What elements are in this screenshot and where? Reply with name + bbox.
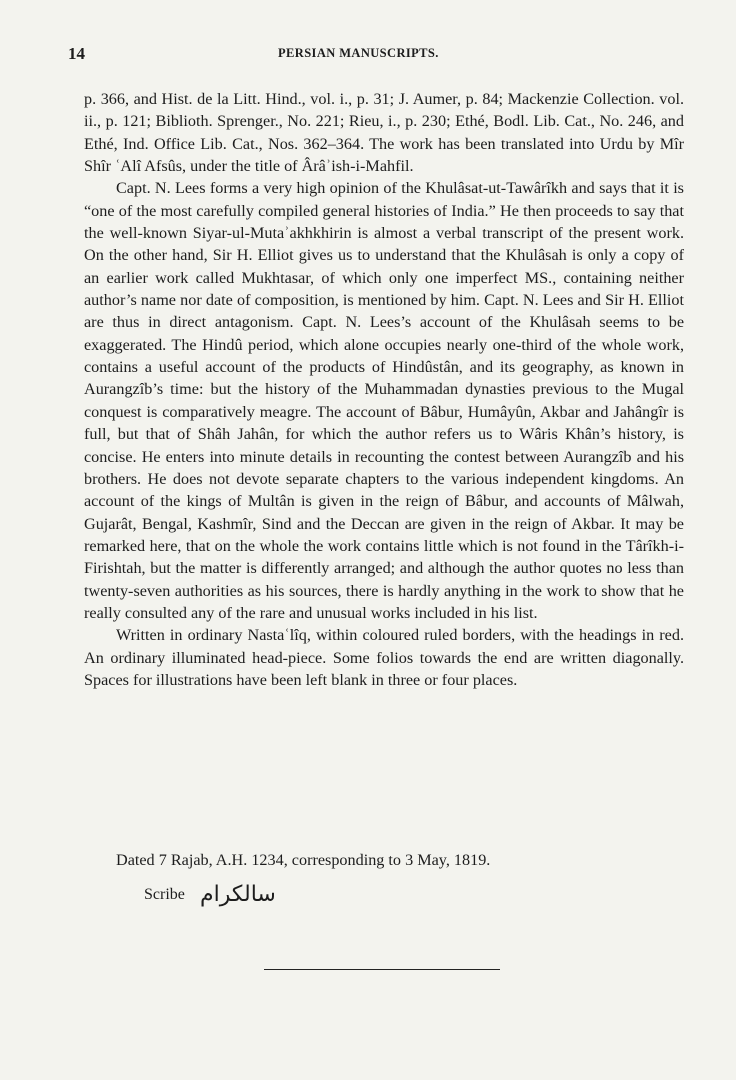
scribe-label: Scribe (144, 886, 185, 903)
page-header (68, 44, 688, 68)
body-text (84, 88, 684, 691)
closing-rule (264, 969, 500, 970)
paragraph-description: Written in ordinary Nastaʿlîq, within coloured ruled borders, with the headings in red. An ordinary illuminated head-piece. Some folios towards the end are written diagonally. Spaces for illustrations have been left blank in three or four places. (84, 626, 684, 689)
date-line: Dated 7 Rajab, A.H. 1234, corresponding to 3 May, 1819. (116, 851, 491, 869)
page-number: 14 (68, 44, 85, 63)
running-head: PERSIAN MANUSCRIPTS. (278, 46, 439, 60)
paragraph-assessment: Capt. N. Lees forms a very high opinion of the Khulâsat-ut-Tawârîkh and says that it is “one of the most carefully compiled general histories of India.” He then proceeds to say that the well-known Siyar-ul-Mutaʾakhkhirin is almost a verbal transcript of the present work. On the other hand, Sir H. Elliot gives us to understand that the Khulâsah is only a copy of an earlier work called Mukhtasar, of which only one imperfect MS., containing neither author’s name nor date of composition, is mentioned by him. Capt. N. Lees and Sir H. Elliot are thus in direct antagonism. Capt. N. Lees’s account of the Khulâsah seems to be exaggerated. The Hindû period, which alone occupies nearly one-third of the whole work, contains a useful account of the products of Hindûstân, and its geography, as known in Aurangzîb’s time: but the history of the Muhammadan dynasties previous to the Mugal conquest is comparatively meagre. The account of Bâbur, Humâyûn, Akbar and Jahângîr is full, but that of Shâh Jahân, for which the author refers us to Wâris Khân’s history, is concise. He enters into minute details in recounting the contest between Aurangzîb and his brothers. He does not devote separate chapters to the various independent kingdoms. An account of the kings of Multân is given in the reign of Bâbur, and accounts of Mâlwah, Gujarât, Bengal, Kashmîr, Sind and the Deccan are given in the reign of Akbar. It may be remarked here, that on the whole the work contains little which is not found in the Târîkh-i-Firishtah, but the matter is differently arranged; and although the author quotes no less than twenty-seven authorities as his sources, there is hardly anything in the work to show that he really consulted any of the rare and unusual works included in his list. (84, 179, 684, 622)
scribe-name: سالکرام (200, 882, 276, 907)
paragraph-references: p. 366, and Hist. de la Litt. Hind., vol. i., p. 31; J. Aumer, p. 84; Mackenzie Collection. vol. ii., p. 121; Biblioth. Sprenger., No. 221; Rieu, i., p. 230; Ethé, Bodl. Lib. Cat., No. 246, and Ethé, Ind. Office Lib. Cat., Nos. 362–364. The work has been translated into Urdu by Mîr Shîr ʿAlî Afsûs, under the title of Ârâʾish-i-Mahfil. (84, 90, 684, 176)
